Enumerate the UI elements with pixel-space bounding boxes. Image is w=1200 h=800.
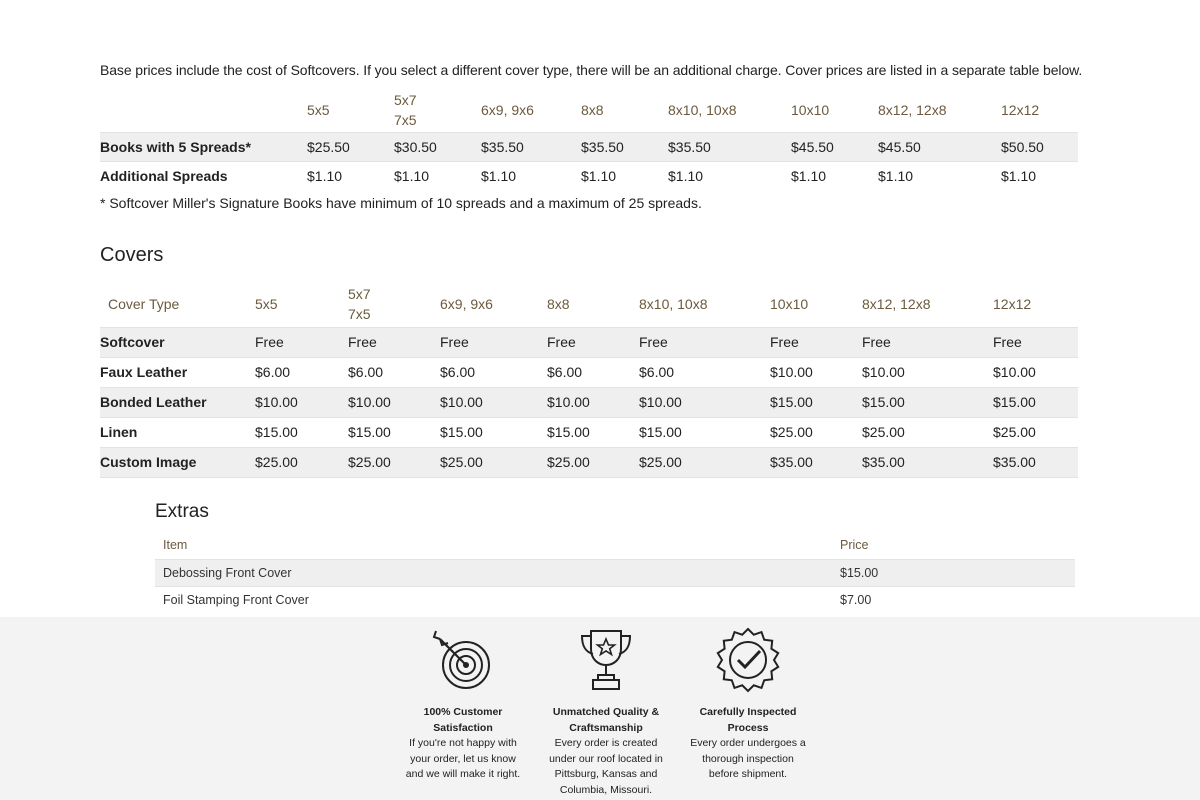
price-cell: $1.10 — [581, 167, 617, 184]
price-cell: $35.00 — [770, 447, 862, 477]
price-cell: $45.50 — [878, 132, 1001, 161]
table-row — [100, 161, 1078, 190]
header-size-line: 5x7 — [348, 286, 371, 303]
price-cell: $15.00 — [639, 424, 682, 440]
header-blank — [100, 88, 307, 132]
extras-header-row — [155, 532, 1075, 559]
price-cell: $1.10 — [481, 167, 517, 184]
table-row — [155, 559, 1075, 586]
price-cell: Free — [348, 327, 440, 357]
badge-check-icon — [715, 627, 781, 693]
base-price-table — [100, 88, 1078, 190]
row-label: Additional Spreads — [100, 167, 228, 184]
feature-text-line: If you're not happy with — [409, 737, 517, 749]
price-cell: $1.10 — [307, 167, 343, 184]
feature-title-line: 100% Customer — [423, 706, 503, 718]
price-cell: $15.00 — [993, 387, 1078, 417]
cover-type-label: Faux Leather — [100, 364, 188, 380]
price-cell: $35.50 — [581, 132, 668, 161]
feature-title-line: Unmatched Quality & — [552, 706, 660, 718]
feature-text-line: under our roof located in — [549, 752, 663, 765]
header-item: Item — [163, 538, 188, 553]
base-price-header-row — [100, 88, 1078, 132]
price-cell: $35.00 — [862, 447, 993, 477]
price-cell: $10.00 — [770, 364, 813, 380]
header-size: 6x9, 9x6 — [440, 296, 493, 313]
header-size: 5x5 — [255, 296, 278, 313]
header-size: 12x12 — [1001, 101, 1040, 118]
price-cell: $15.00 — [348, 424, 391, 440]
price-cell: $1.10 — [1001, 167, 1037, 184]
header-size: 6x9, 9x6 — [481, 101, 534, 118]
price-cell: $15.00 — [255, 424, 298, 440]
feature-text-line: before shipment. — [708, 768, 788, 780]
feature-text-line: Columbia, Missouri. — [559, 783, 653, 796]
header-size: 8x10, 10x8 — [639, 296, 708, 313]
features-footer — [0, 617, 1200, 800]
feature-text-line: and we will make it right. — [405, 768, 521, 780]
header-size: 5x5 — [307, 101, 330, 118]
price-cell: $15.00 — [547, 424, 590, 440]
header-size-line: 7x5 — [394, 111, 417, 128]
price-cell: $35.50 — [481, 132, 581, 161]
price-cell: $35.00 — [993, 447, 1078, 477]
feature-title-line: Craftsmanship — [569, 721, 643, 734]
table-row — [100, 327, 1078, 357]
feature-title-line: Satisfaction — [433, 721, 493, 734]
table-row — [100, 132, 1078, 161]
price-cell: $1.10 — [791, 167, 827, 184]
feature-text — [678, 736, 818, 783]
header-size: 8x8 — [581, 101, 604, 118]
feature-satisfaction — [393, 627, 533, 783]
feature-title — [678, 705, 818, 736]
feature-text-line: Every order undergoes a — [690, 737, 806, 749]
table-row — [100, 417, 1078, 447]
price-cell: $15.00 — [770, 387, 862, 417]
price-cell: $10.00 — [348, 387, 440, 417]
table-row — [100, 387, 1078, 417]
covers-header-row — [100, 282, 1078, 327]
header-cover-type: Cover Type — [108, 296, 180, 313]
price-cell: $1.10 — [878, 167, 914, 184]
price-cell: Free — [547, 327, 639, 357]
feature-text-line: thorough inspection — [702, 752, 794, 765]
header-size — [348, 282, 440, 327]
feature-title — [536, 705, 676, 736]
feature-text-line: your order, let us know — [410, 752, 516, 765]
table-row — [100, 357, 1078, 387]
covers-heading: Covers — [100, 244, 164, 266]
header-size: 12x12 — [993, 296, 1032, 313]
header-size: 8x8 — [547, 296, 570, 313]
extra-item-name: Debossing Front Cover — [155, 559, 832, 586]
price-cell: $25.00 — [348, 447, 440, 477]
header-size: 8x10, 10x8 — [668, 101, 737, 118]
price-cell: Free — [255, 327, 348, 357]
price-cell: $25.00 — [440, 447, 547, 477]
price-cell: $10.00 — [639, 387, 770, 417]
price-cell: $6.00 — [547, 364, 583, 380]
price-cell: $10.00 — [440, 387, 547, 417]
header-price: Price — [840, 538, 869, 553]
row-label: Books with 5 Spreads* — [100, 132, 307, 161]
price-cell: $25.00 — [639, 447, 770, 477]
price-cell: $25.50 — [307, 132, 394, 161]
price-cell: $6.00 — [348, 364, 384, 380]
header-size-line: 7x5 — [348, 306, 371, 323]
price-cell: Free — [639, 327, 770, 357]
extra-item-price: $7.00 — [840, 592, 872, 607]
price-cell: $35.50 — [668, 132, 791, 161]
price-cell: $6.00 — [440, 364, 476, 380]
price-cell: $45.50 — [791, 132, 878, 161]
header-size: 10x10 — [770, 296, 809, 313]
price-cell: Free — [440, 327, 547, 357]
header-size: 8x12, 12x8 — [878, 101, 947, 118]
extras-heading: Extras — [155, 501, 209, 522]
covers-price-table — [100, 282, 1078, 478]
price-cell: $10.00 — [862, 364, 905, 380]
price-cell: $25.00 — [993, 424, 1036, 440]
price-cell: $10.00 — [547, 387, 639, 417]
feature-text — [536, 736, 676, 798]
price-cell: $15.00 — [862, 387, 993, 417]
price-cell: $25.00 — [770, 424, 813, 440]
price-cell: Free — [862, 327, 993, 357]
feature-title — [393, 705, 533, 736]
spreads-footnote: * Softcover Miller's Signature Books have minimum of 10 spreads and a maximum of 25 spreads. — [100, 195, 702, 211]
feature-title-line: Process — [727, 721, 769, 734]
price-cell: $1.10 — [668, 167, 704, 184]
table-row — [100, 447, 1078, 477]
table-row — [155, 586, 1075, 613]
header-size-line: 5x7 — [394, 91, 417, 108]
pricing-intro-text: Base prices include the cost of Softcovers. If you select a different cover type, there will be an additional charge. Cover prices are listed in a separate table below. — [100, 62, 1083, 78]
price-cell: $15.00 — [440, 424, 483, 440]
price-cell: $25.00 — [862, 424, 905, 440]
feature-title-line: Carefully Inspected — [699, 706, 797, 718]
extra-item-name: Foil Stamping Front Cover — [163, 592, 309, 607]
price-cell: $30.50 — [394, 132, 481, 161]
price-cell: $1.10 — [394, 167, 430, 184]
header-size — [394, 88, 481, 132]
price-cell: $6.00 — [255, 364, 291, 380]
feature-quality — [536, 627, 676, 798]
price-cell: $6.00 — [639, 364, 675, 380]
cover-type-label: Softcover — [100, 327, 255, 357]
price-cell: Free — [770, 327, 862, 357]
feature-text-line: Every order is created — [554, 737, 658, 749]
price-cell: $10.00 — [993, 364, 1036, 380]
feature-text-line: Pittsburg, Kansas and — [554, 768, 658, 780]
cover-type-label: Linen — [100, 424, 138, 440]
price-cell: $25.00 — [547, 447, 639, 477]
header-size: 10x10 — [791, 101, 830, 118]
price-cell: $25.00 — [255, 447, 348, 477]
target-icon — [430, 627, 496, 693]
cover-type-label: Custom Image — [100, 447, 255, 477]
feature-inspection — [678, 627, 818, 783]
price-cell: $10.00 — [255, 387, 348, 417]
extra-item-price: $15.00 — [832, 559, 1075, 586]
price-cell: Free — [993, 327, 1078, 357]
feature-text — [393, 736, 533, 783]
cover-type-label: Bonded Leather — [100, 387, 255, 417]
trophy-icon — [573, 627, 639, 693]
price-cell: $50.50 — [1001, 132, 1078, 161]
header-size: 8x12, 12x8 — [862, 296, 931, 313]
extras-price-table — [155, 532, 1075, 613]
